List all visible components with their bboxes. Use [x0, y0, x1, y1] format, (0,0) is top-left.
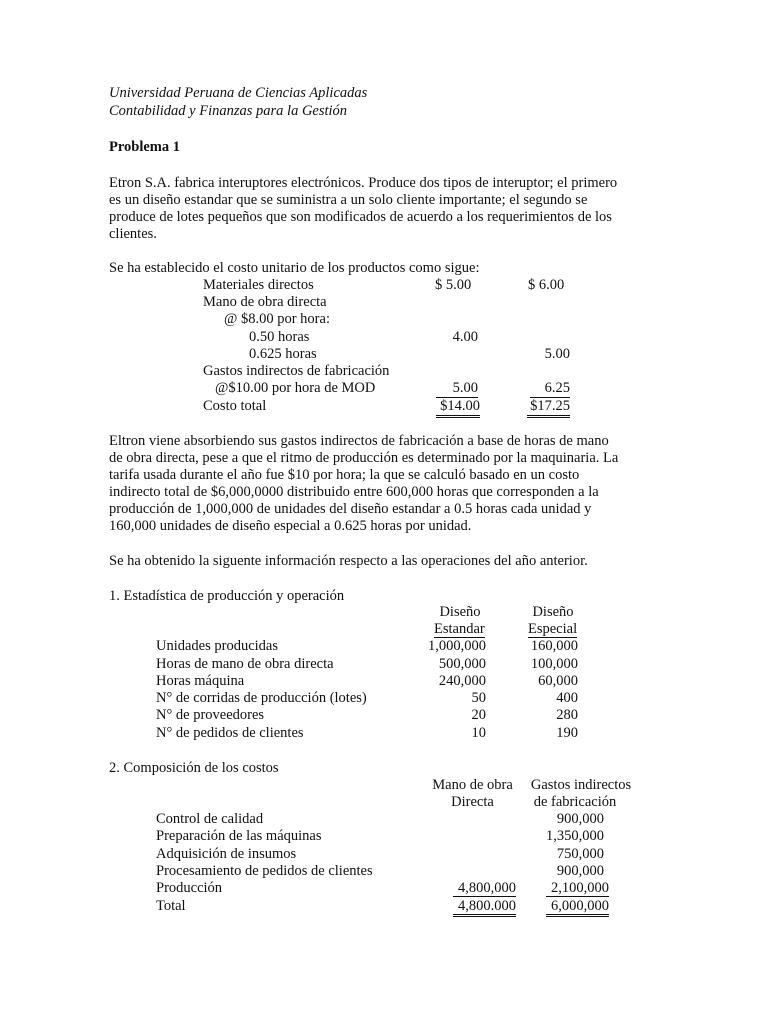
paragraph-line: es un diseño estandar que se suministra a un solo cliente importante; el segundo se [109, 192, 588, 208]
row-std: 20 [471, 707, 486, 723]
row-gif: 900,000 [556, 863, 604, 879]
cost-esp-total: $17.25 [527, 398, 570, 418]
row-label: N° de corridas de producción (lotes) [156, 690, 367, 706]
section2-title: 2. Composición de los costos [109, 760, 279, 776]
row-mod: 4,800,000 [453, 880, 516, 897]
cost-label: 0.50 horas [249, 329, 310, 345]
col-header-std: Diseño [439, 604, 481, 620]
row-label: Total [156, 898, 186, 914]
row-mod-total: 4,800.000 [453, 898, 516, 917]
cost-std: $ 5.00 [435, 277, 472, 293]
paragraph-line: indirecto total de $6,000,0000 distribuido entre 600,000 horas que corresponden a la [109, 484, 599, 500]
paragraph-line: Etron S.A. fabrica interuptores electrónicos. Produce dos tipos de interuptor; el primero [109, 175, 618, 191]
paragraph-line: tarifa usada durante el año fue $10 por hora; la que se calculó basado en un costo [109, 467, 580, 483]
row-gif-total: 6,000,000 [546, 898, 609, 917]
cost-std-total: $14.00 [436, 398, 480, 418]
problem-title: Problema 1 [109, 139, 181, 155]
row-esp: 60,000 [538, 673, 578, 689]
col-header-gif: de fabricación [533, 794, 617, 810]
row-std: 500,000 [438, 656, 486, 672]
row-std: 1,000,000 [428, 638, 486, 654]
row-label: N° de proveedores [156, 707, 265, 723]
paragraph-line: 160,000 unidades de diseño especial a 0.625 horas por unidad. [109, 518, 472, 534]
row-label: Procesamiento de pedidos de clientes [156, 863, 373, 879]
cost-esp: 6.25 [530, 380, 570, 398]
col-header-mod: Mano de obra [432, 777, 513, 793]
unit-cost-intro: Se ha establecido el costo unitario de los productos como sigue: [109, 260, 480, 276]
row-label: Producción [156, 880, 223, 896]
col-header-esp: Diseño [532, 604, 574, 620]
cost-label: Gastos indirectos de fabricación [203, 363, 390, 379]
col-header-mod: Directa [451, 794, 494, 810]
info-intro: Se ha obtenido la siguente información respecto a las operaciones del año anterior. [109, 553, 588, 569]
row-esp: 160,000 [530, 638, 578, 654]
row-gif: 2,100,000 [546, 880, 609, 897]
col-header-gif: Gastos indirectos [530, 777, 632, 793]
row-label: Horas máquina [156, 673, 245, 689]
cost-std: 5.00 [436, 380, 478, 398]
row-label: Control de calidad [156, 811, 264, 827]
paragraph-line: clientes. [109, 226, 157, 242]
cost-label: @$10.00 por hora de MOD [215, 380, 376, 396]
section1-title: 1. Estadística de producción y operación [109, 588, 345, 604]
row-gif: 900,000 [556, 811, 604, 827]
cost-esp: 5.00 [544, 346, 570, 362]
col-header-std: Estandar [434, 621, 485, 637]
row-label: Adquisición de insumos [156, 846, 297, 862]
row-esp: 280 [556, 707, 578, 723]
cost-label: 0.625 horas [249, 346, 317, 362]
row-esp: 190 [556, 725, 578, 741]
cost-label: @ $8.00 por hora: [224, 311, 330, 327]
row-esp: 400 [556, 690, 578, 706]
row-gif: 750,000 [556, 846, 604, 862]
cost-label: Costo total [203, 398, 267, 414]
university-name: Universidad Peruana de Ciencias Aplicadas [109, 85, 368, 101]
cost-esp: $ 6.00 [528, 277, 565, 293]
paragraph-line: de obra directa, pese a que el ritmo de producción es determinado por la maquinaria. La [109, 450, 619, 466]
cost-label: Mano de obra directa [203, 294, 327, 310]
row-gif: 1,350,000 [546, 828, 604, 844]
row-label: Unidades producidas [156, 638, 279, 654]
row-std: 50 [471, 690, 486, 706]
paragraph-line: Eltron viene absorbiendo sus gastos indirectos de fabricación a base de horas de mano [109, 433, 609, 449]
row-std: 240,000 [438, 673, 486, 689]
col-header-esp: Especial [528, 621, 578, 637]
row-label: Preparación de las máquinas [156, 828, 322, 844]
row-std: 10 [471, 725, 486, 741]
paragraph-line: produce de lotes pequeños que son modificados de acuerdo a los requerimientos de los [109, 209, 612, 225]
cost-std: 4.00 [452, 329, 478, 345]
row-label: Horas de mano de obra directa [156, 656, 334, 672]
course-name: Contabilidad y Finanzas para la Gestión [109, 103, 348, 119]
paragraph-line: producción de 1,000,000 de unidades del diseño estandar a 0.5 horas cada unidad y [109, 501, 592, 517]
row-esp: 100,000 [530, 656, 578, 672]
cost-label: Materiales directos [203, 277, 314, 293]
row-label: N° de pedidos de clientes [156, 725, 304, 741]
